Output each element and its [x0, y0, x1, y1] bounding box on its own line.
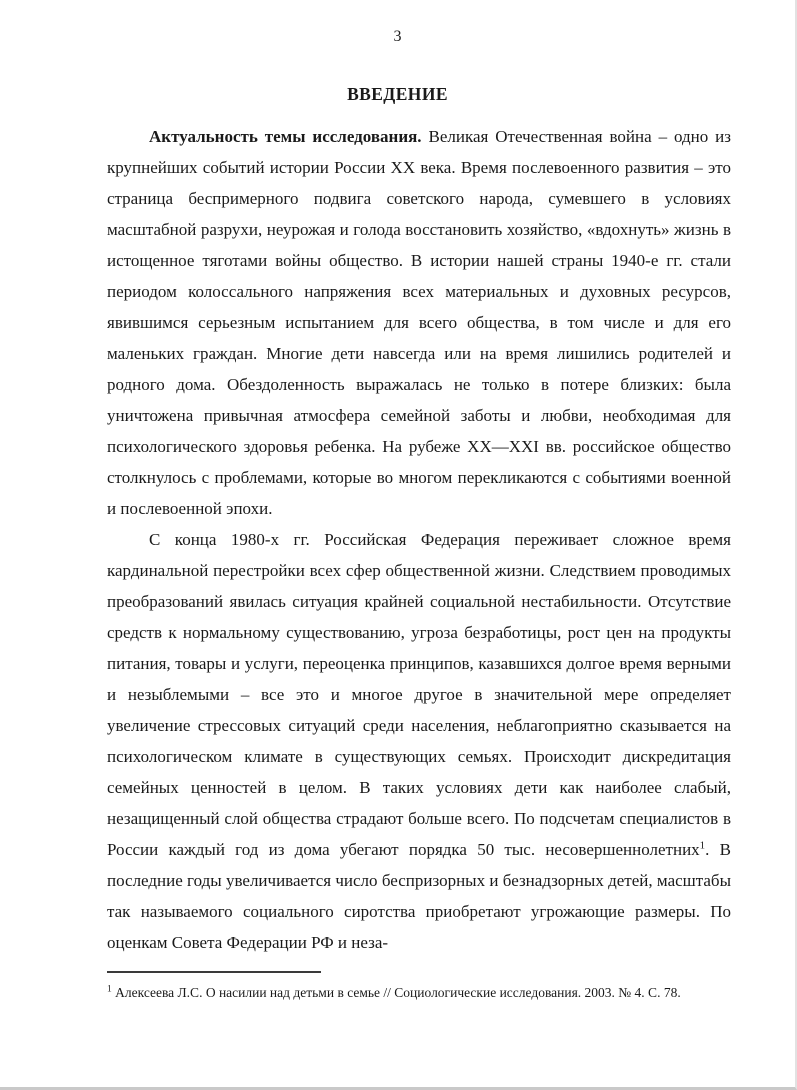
- paragraph-lead-bold: Актуальность темы исследования.: [149, 127, 422, 146]
- footnote-marker: 1: [107, 984, 112, 995]
- footnote-area: [107, 971, 731, 1003]
- section-title: ВВЕДЕНИЕ: [347, 84, 448, 104]
- footnote: [107, 982, 731, 1003]
- paragraph-text: С конца 1980-х гг. Российская Федерация переживает сложное время кардинальной перестройки всех сфер общественной жизни. Следствием проводимых преобразований явилась ситуация крайней социальной нестабильности. Отсутствие средств к нормальному существованию, угроза безработицы, рост цен на продукты питания, товары и услуги, переоценка принципов, казавшихся долгое время верными и незыблемыми – все это и многое другое в значительной мере определяет увеличение стрессовых ситуаций среди населения, неблагоприятно сказывается на психологическом климате в существующих семьях. Происходит дискредитация семейных ценностей в целом. В таких условиях дети как наиболее слабый, незащищенный слой общества страдают больше всего. По подсчетам специалистов в России каждый год из дома убегают порядка 50 тыс. несовершеннолетних: [107, 530, 731, 859]
- footnote-text: Алексеева Л.С. О насилии над детьми в семье // Социологические исследования. 2003. № 4. С. 78.: [111, 985, 681, 1000]
- body-text: [107, 121, 731, 963]
- paragraph-text: Великая Отечественная война – одно из крупнейших событий истории России XX века. Время послевоенного развития – это страница беспримерного подвига советского народа, сумевшего в условиях масштабной разрухи, неурожая и голода восстановить хозяйство, «вдохнуть» жизнь в истощенное тяготами войны общество. В истории нашей страны 1940-е гг. стали периодом колоссального напряжения всех материальных и духовных ресурсов, явившимся серьезным испытанием для всего общества, в том числе и для его маленьких граждан. Многие дети навсегда или на время лишились родителей и родного дома. Обездоленность выражалась не только в потере близких: была уничтожена привычная атмосфера семейной заботы и любви, необходимая для психологического здоровья ребенка. На рубеже XX—XXI вв. российское общество столкнулось с проблемами, которые во многом перекликаются с событиями военной и послевоенной эпохи.: [107, 127, 731, 518]
- footnote-reference-marker: 1: [699, 839, 706, 852]
- footnote-divider: [107, 971, 321, 973]
- paragraph-social-context: [107, 524, 731, 958]
- page-number: 3: [393, 28, 402, 45]
- paragraph-introduction: [107, 121, 731, 524]
- paragraph-text: . В последние годы увеличивается число беспризорных и безнадзорных детей, масштабы так называемого социального сиротства приобретают угрожающие размеры. По оценкам Совета Федерации РФ и неза-: [107, 840, 731, 952]
